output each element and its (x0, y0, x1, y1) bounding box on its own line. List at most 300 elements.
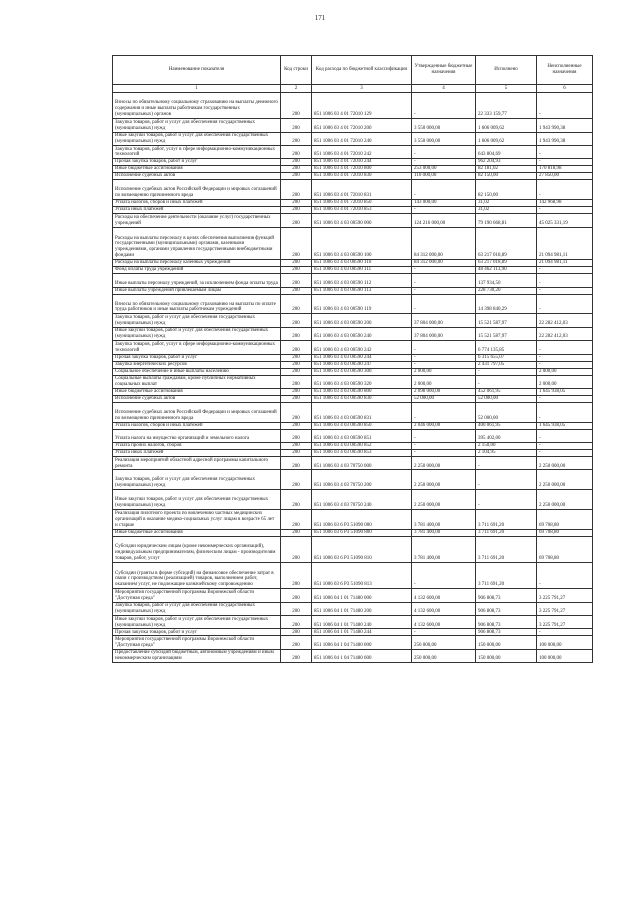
row-approved: 4 132 600,00 (412, 589, 476, 602)
table-row (113, 354, 593, 361)
row-approved: - (412, 629, 476, 636)
row-remaining: 69 708,80 (537, 510, 593, 530)
row-budget-code: 851 1006 03 4 03 00590 000 (312, 214, 412, 227)
row-executed: 82 150,00 (476, 180, 537, 200)
table-row (113, 214, 593, 227)
row-remaining: - (537, 450, 593, 457)
table-row (113, 450, 593, 457)
row-line-code: 200 (281, 429, 312, 442)
row-executed: 906 808,73 (476, 616, 537, 629)
row-executed: 15 521 587,97 (476, 314, 537, 327)
row-indicator-name: Социальное обеспечение и иные выплаты населению (113, 368, 281, 375)
row-indicator-name: Уплата налогов, сборов и иных платежей (113, 422, 281, 429)
row-remaining: 100 000,00 (537, 649, 593, 662)
row-executed: - (476, 490, 537, 510)
row-executed: 643 804,69 (476, 145, 537, 158)
row-line-code: 200 (281, 166, 312, 173)
table-row (113, 529, 593, 536)
row-executed: 15 521 587,97 (476, 327, 537, 340)
row-remaining: 2 250 000,00 (537, 470, 593, 490)
row-line-code: 200 (281, 395, 312, 402)
row-executed: 1 606 009,62 (476, 132, 537, 145)
row-remaining: 2 000,00 (537, 368, 593, 375)
row-budget-code: 851 1006 04 1 01 71480 000 (312, 589, 412, 602)
row-indicator-name: Социальные выплаты гражданам, кроме публичных нормативных социальных выплат (113, 375, 281, 388)
row-budget-code: 851 1006 03 4 03 00590 851 (312, 429, 412, 442)
row-approved: - (412, 207, 476, 214)
row-line-code: 200 (281, 207, 312, 214)
row-executed: 31,02 (476, 207, 537, 214)
row-executed: 150 000,00 (476, 636, 537, 649)
row-line-code: 200 (281, 314, 312, 327)
row-approved: - (412, 402, 476, 422)
row-executed: 2 431 797,05 (476, 361, 537, 368)
row-line-code: 200 (281, 450, 312, 457)
row-indicator-name: Иные выплаты учреждений привлекаемым лицам (113, 287, 281, 294)
table-row (113, 166, 593, 173)
row-indicator-name: Иные закупки товаров, работ и услуг для обеспечения государственных (муниципальных) нужд (113, 327, 281, 340)
row-budget-code: 851 1006 04 1 01 71480 200 (312, 602, 412, 615)
row-remaining: 2 250 000,00 (537, 457, 593, 470)
row-approved: 253 000,00 (412, 166, 476, 173)
row-remaining: - (537, 563, 593, 589)
table-row (113, 260, 593, 267)
row-indicator-name: Иные закупки товаров, работ и услуг для обеспечения государственных (муниципальных) нужд (113, 490, 281, 510)
row-indicator-name: Закупка товаров, работ, услуг в сфере информационно-коммуникационных технологий (113, 145, 281, 158)
row-remaining: - (537, 629, 593, 636)
row-approved: 2 000,00 (412, 368, 476, 375)
table-row (113, 536, 593, 562)
table-row (113, 395, 593, 402)
row-budget-code: 851 1006 03 4 03 70750 200 (312, 470, 412, 490)
row-remaining: 3 225 791,27 (537, 589, 593, 602)
budget-execution-table (112, 55, 593, 663)
row-indicator-name: Прочая закупка товаров, работ и услуг (113, 159, 281, 166)
row-remaining: - (537, 354, 593, 361)
row-executed: - (476, 457, 537, 470)
row-executed: 63 217 018,89 (476, 260, 537, 267)
row-line-code: 200 (281, 119, 312, 132)
row-approved: 37 804 000,00 (412, 314, 476, 327)
column-number: 1 (113, 85, 281, 93)
row-line-code: 200 (281, 510, 312, 530)
row-approved: 124 216 000,00 (412, 214, 476, 227)
row-approved: 84 312 000,00 (412, 260, 476, 267)
row-budget-code: 851 1006 03 6 Р3 51090 813 (312, 563, 412, 589)
row-budget-code: 851 1006 03 4 01 72010 242 (312, 145, 412, 158)
row-line-code: 200 (281, 132, 312, 145)
table-row (113, 314, 593, 327)
row-executed: 6 315 655,07 (476, 354, 537, 361)
row-indicator-name: Исполнение судебных актов Российской Федерации и мировых соглашений по возмещению причиненного вреда (113, 402, 281, 422)
row-line-code: 200 (281, 341, 312, 354)
table-row (113, 443, 593, 450)
table-row (113, 422, 593, 429)
row-approved: 3 781 400,00 (412, 536, 476, 562)
row-executed: - (476, 375, 537, 388)
row-approved: 250 000,00 (412, 636, 476, 649)
row-line-code: 200 (281, 649, 312, 662)
row-executed: 14 398 840,29 (476, 294, 537, 314)
row-line-code: 200 (281, 589, 312, 602)
row-line-code: 200 (281, 470, 312, 490)
row-line-code: 200 (281, 457, 312, 470)
row-executed: 2 104,95 (476, 450, 537, 457)
row-executed: 31,02 (476, 200, 537, 207)
header-budget-classification-code: Код расхода по бюджетной классификации (312, 56, 412, 85)
table-row (113, 274, 593, 287)
row-indicator-name: Мероприятия государственной программы Воронежской области "Доступная среда" (113, 589, 281, 602)
row-line-code: 200 (281, 214, 312, 227)
row-budget-code: 851 1006 03 6 Р3 51090 000 (312, 510, 412, 530)
table-row (113, 629, 593, 636)
row-approved: - (412, 93, 476, 119)
row-executed: 79 190 668,81 (476, 214, 537, 227)
row-budget-code: 851 1006 03 4 03 00590 247 (312, 361, 412, 368)
row-budget-code: 851 1006 03 6 Р3 51090 810 (312, 536, 412, 562)
row-budget-code: 851 1006 03 4 03 00590 200 (312, 314, 412, 327)
row-remaining: 69 708,80 (537, 529, 593, 536)
row-budget-code: 851 1006 03 4 03 00590 100 (312, 227, 412, 260)
header-executed: Исполнено (476, 56, 537, 85)
header-indicator-name: Наименование показателя (113, 56, 281, 85)
row-remaining: 1 645 938,05 (537, 422, 593, 429)
row-approved: - (412, 429, 476, 442)
table-row (113, 119, 593, 132)
row-approved: - (412, 274, 476, 287)
row-remaining: 45 025 331,19 (537, 214, 593, 227)
table-row (113, 93, 593, 119)
row-line-code: 200 (281, 354, 312, 361)
row-remaining: - (537, 341, 593, 354)
row-indicator-name: Фонд оплаты труда учреждений (113, 267, 281, 274)
row-line-code: 200 (281, 368, 312, 375)
row-executed: 52 000,00 (476, 395, 537, 402)
row-executed: - (476, 368, 537, 375)
row-indicator-name: Уплата иных платежей (113, 207, 281, 214)
row-remaining: 1 943 990,38 (537, 119, 593, 132)
row-line-code: 200 (281, 180, 312, 200)
row-remaining: - (537, 274, 593, 287)
row-budget-code: 851 1006 03 4 03 00590 119 (312, 294, 412, 314)
row-line-code: 200 (281, 260, 312, 267)
header-approved-appropriations: Утвержденные бюджетные назначения (412, 56, 476, 85)
row-remaining: 21 094 981,11 (537, 227, 593, 260)
row-approved: 2 098 000,00 (412, 388, 476, 395)
row-executed: 52 000,00 (476, 402, 537, 422)
row-line-code: 200 (281, 267, 312, 274)
row-budget-code: 851 1006 04 1 04 71480 000 (312, 636, 412, 649)
row-remaining: 3 225 791,27 (537, 616, 593, 629)
row-indicator-name: Исполнение судебных актов Российской Федерации и мировых соглашений по возмещению причиненного вреда (113, 180, 281, 200)
row-indicator-name: Иные выплаты персоналу учреждений, за исключением фонда оплаты труда (113, 274, 281, 287)
row-line-code: 200 (281, 490, 312, 510)
row-approved: 84 312 000,00 (412, 227, 476, 260)
row-indicator-name: Уплата прочих налогов, сборов (113, 443, 281, 450)
row-indicator-name: Предоставление субсидий бюджетным, автономным учреждениям и иным некоммерческим организациям (113, 649, 281, 662)
table-row (113, 145, 593, 158)
row-remaining: - (537, 159, 593, 166)
row-indicator-name: Уплата иных платежей (113, 450, 281, 457)
row-executed: 63 217 018,89 (476, 227, 537, 260)
row-executed: 3 711 691,20 (476, 510, 537, 530)
row-executed: 906 808,73 (476, 602, 537, 615)
row-line-code: 200 (281, 629, 312, 636)
row-executed: 3 711 691,20 (476, 536, 537, 562)
table-header (113, 56, 593, 93)
row-budget-code: 851 1006 03 4 03 00590 112 (312, 274, 412, 287)
table-row (113, 457, 593, 470)
row-approved: 3 781 400,00 (412, 510, 476, 530)
row-executed: 6 774 135,85 (476, 341, 537, 354)
row-executed: 22 333 159,77 (476, 93, 537, 119)
row-indicator-name: Закупка товаров, работ и услуг для обеспечения государственных (муниципальных) нужд (113, 470, 281, 490)
row-executed: 137 934,50 (476, 274, 537, 287)
row-indicator-name: Прочая закупка товаров, работ и услуг (113, 629, 281, 636)
row-remaining: - (537, 287, 593, 294)
row-budget-code: 851 1006 03 4 03 00590 800 (312, 388, 412, 395)
row-budget-code: 851 1006 03 4 01 72010 831 (312, 180, 412, 200)
row-remaining: 1 645 938,05 (537, 388, 593, 395)
row-remaining: 170 818,98 (537, 166, 593, 173)
table-row (113, 602, 593, 615)
row-approved: 2 000,00 (412, 375, 476, 388)
row-indicator-name: Расходы на обеспечение деятельности (оказание услуг) государственных учреждений (113, 214, 281, 227)
column-number: 3 (312, 85, 412, 93)
row-approved: 2 046 000,00 (412, 422, 476, 429)
table-row (113, 180, 593, 200)
row-budget-code: 851 1006 03 4 01 72010 129 (312, 93, 412, 119)
table-row (113, 200, 593, 207)
row-approved: 3 550 000,00 (412, 119, 476, 132)
row-indicator-name: Закупка товаров, работ и услуг для обеспечения государственных (муниципальных) нужд (113, 602, 281, 615)
row-budget-code: 851 1006 03 4 03 00590 853 (312, 450, 412, 457)
row-executed: 228 730,20 (476, 287, 537, 294)
row-executed: 906 808,73 (476, 589, 537, 602)
row-line-code: 200 (281, 402, 312, 422)
row-remaining: 100 000,00 (537, 636, 593, 649)
row-budget-code: 851 1006 03 4 03 00590 830 (312, 395, 412, 402)
row-line-code: 200 (281, 361, 312, 368)
row-remaining: 2 000,00 (537, 375, 593, 388)
row-approved: 37 804 000,00 (412, 327, 476, 340)
row-line-code: 200 (281, 443, 312, 450)
row-remaining: - (537, 443, 593, 450)
row-remaining: - (537, 402, 593, 422)
row-line-code: 200 (281, 388, 312, 395)
row-line-code: 200 (281, 636, 312, 649)
row-indicator-name: Реализация пилотного проекта по вовлечению частных медицинских организаций в оказание медико-социальных услуг лицам в возрасте 65 лет и старше (113, 510, 281, 530)
row-line-code: 200 (281, 536, 312, 562)
row-line-code: 200 (281, 93, 312, 119)
row-indicator-name: Прочая закупка товаров, работ и услуг (113, 354, 281, 361)
header-line-code: Код строки (281, 56, 312, 85)
row-remaining: 22 282 412,03 (537, 327, 593, 340)
table-row (113, 470, 593, 490)
row-remaining: - (537, 361, 593, 368)
row-executed: - (476, 470, 537, 490)
row-line-code: 200 (281, 602, 312, 615)
row-budget-code: 851 1006 04 1 01 71480 240 (312, 616, 412, 629)
row-indicator-name: Иные бюджетные ассигнования (113, 529, 281, 536)
row-executed: 906 808,73 (476, 629, 537, 636)
row-budget-code: 851 1006 03 4 03 00590 831 (312, 402, 412, 422)
row-indicator-name: Иные бюджетные ассигнования (113, 388, 281, 395)
row-approved: - (412, 287, 476, 294)
row-budget-code: 851 1006 03 4 01 72010 240 (312, 132, 412, 145)
row-indicator-name: Расходы на выплаты персоналу казенных учреждений (113, 260, 281, 267)
row-remaining: - (537, 429, 593, 442)
table-row (113, 173, 593, 180)
row-indicator-name: Иные бюджетные ассигнования (113, 166, 281, 173)
table-row (113, 388, 593, 395)
row-budget-code: 851 1006 03 4 03 00590 240 (312, 327, 412, 340)
page-number: 171 (314, 14, 326, 22)
row-remaining: 21 094 981,11 (537, 260, 593, 267)
row-remaining: - (537, 395, 593, 402)
row-budget-code: 851 1006 03 4 03 00590 852 (312, 443, 412, 450)
row-indicator-name: Уплата налога на имущество организаций и земельного налога (113, 429, 281, 442)
row-approved: 52 000,00 (412, 395, 476, 402)
row-approved: - (412, 294, 476, 314)
row-remaining: - (537, 207, 593, 214)
row-line-code: 200 (281, 616, 312, 629)
row-remaining: - (537, 180, 593, 200)
table-row (113, 132, 593, 145)
row-remaining: 27 850,00 (537, 173, 593, 180)
row-indicator-name: Закупка товаров, работ, услуг в сфере информационно-коммуникационных технологий (113, 341, 281, 354)
row-remaining: 142 968,98 (537, 200, 593, 207)
row-indicator-name: Мероприятия государственной программы Воронежской области "Доступная среда" (113, 636, 281, 649)
table-row (113, 402, 593, 422)
row-budget-code: 851 1006 03 6 Р3 51090 800 (312, 529, 412, 536)
row-executed: 400 061,95 (476, 422, 537, 429)
table-row (113, 490, 593, 510)
row-executed: 3 711 691,20 (476, 529, 537, 536)
row-remaining: 3 225 791,27 (537, 602, 593, 615)
row-budget-code: 851 1006 04 1 01 71480 244 (312, 629, 412, 636)
column-number: 5 (476, 85, 537, 93)
row-indicator-name: Закупка товаров, работ и услуг для обеспечения государственных (муниципальных) нужд (113, 119, 281, 132)
row-line-code: 200 (281, 422, 312, 429)
row-remaining: 22 282 412,03 (537, 314, 593, 327)
column-number: 6 (537, 85, 593, 93)
row-indicator-name: Уплата налогов, сборов и иных платежей (113, 200, 281, 207)
table-row (113, 207, 593, 214)
table-row (113, 294, 593, 314)
row-budget-code: 851 1006 03 4 01 72010 830 (312, 173, 412, 180)
row-line-code: 200 (281, 159, 312, 166)
row-remaining: - (537, 267, 593, 274)
row-indicator-name: Исполнение судебных актов (113, 173, 281, 180)
row-indicator-name: Субсидии (гранты в форме субсидий) на финансовое обеспечение затрат в связи с производством (реализацией) товаров, выполнением работ, оказанием услуг, не подлежащие казначейскому сопровождению (113, 563, 281, 589)
row-indicator-name: Реализация мероприятий областной адресной программы капитального ремонта (113, 457, 281, 470)
row-approved: 3 781 400,00 (412, 529, 476, 536)
row-approved: - (412, 450, 476, 457)
row-approved: - (412, 361, 476, 368)
row-line-code: 200 (281, 375, 312, 388)
header-unexecuted-appropriations: Неисполненные назначения (537, 56, 593, 85)
table-row (113, 616, 593, 629)
row-executed: 962 204,93 (476, 159, 537, 166)
row-indicator-name: Взносы по обязательному социальному страхованию на выплаты денежного содержания и иные выплаты работникам государственных (муниципальных) органов (113, 93, 281, 119)
row-line-code: 200 (281, 173, 312, 180)
row-remaining: - (537, 145, 593, 158)
table-row (113, 429, 593, 442)
table-row (113, 510, 593, 530)
row-remaining: 2 250 000,00 (537, 490, 593, 510)
row-budget-code: 851 1006 03 4 01 72010 850 (312, 200, 412, 207)
row-indicator-name: Исполнение судебных актов (113, 395, 281, 402)
row-approved: 4 132 600,00 (412, 602, 476, 615)
row-executed: 395 402,00 (476, 429, 537, 442)
row-budget-code: 851 1006 03 4 01 72010 853 (312, 207, 412, 214)
table-row (113, 361, 593, 368)
row-budget-code: 851 1006 03 4 03 00590 111 (312, 267, 412, 274)
table-row (113, 375, 593, 388)
row-line-code: 200 (281, 529, 312, 536)
row-budget-code: 851 1006 03 4 03 00590 244 (312, 354, 412, 361)
row-budget-code: 851 1006 03 4 03 00590 300 (312, 368, 412, 375)
row-remaining: - (537, 294, 593, 314)
row-budget-code: 851 1006 03 4 01 72010 800 (312, 166, 412, 173)
row-approved: - (412, 267, 476, 274)
row-approved: 2 250 000,00 (412, 490, 476, 510)
row-approved: 250 000,00 (412, 649, 476, 662)
row-approved: 2 250 000,00 (412, 470, 476, 490)
table-row (113, 589, 593, 602)
row-approved: 3 550 000,00 (412, 132, 476, 145)
row-budget-code: 851 1006 03 4 03 00590 110 (312, 260, 412, 267)
table-row (113, 368, 593, 375)
row-remaining: - (537, 93, 593, 119)
row-executed: 1 606 009,62 (476, 119, 537, 132)
table-row (113, 636, 593, 649)
row-indicator-name: Иные закупки товаров, работ и услуг для обеспечения государственных (муниципальных) нужд (113, 132, 281, 145)
row-budget-code: 851 1006 03 4 03 70750 240 (312, 490, 412, 510)
row-budget-code: 851 1006 04 1 04 71480 600 (312, 649, 412, 662)
row-line-code: 200 (281, 200, 312, 207)
row-budget-code: 851 1006 03 4 03 00590 850 (312, 422, 412, 429)
row-remaining: 1 943 990,38 (537, 132, 593, 145)
table-row (113, 327, 593, 340)
row-line-code: 200 (281, 145, 312, 158)
row-line-code: 200 (281, 287, 312, 294)
row-budget-code: 851 1006 03 4 03 00590 242 (312, 341, 412, 354)
row-budget-code: 851 1006 03 4 01 72010 200 (312, 119, 412, 132)
row-indicator-name: Закупка товаров, работ и услуг для обеспечения государственных (муниципальных) нужд (113, 314, 281, 327)
row-indicator-name: Закупка энергетических ресурсов (113, 361, 281, 368)
row-line-code: 200 (281, 274, 312, 287)
row-approved: - (412, 563, 476, 589)
row-indicator-name: Иные закупки товаров, работ и услуг для обеспечения государственных (муниципальных) нужд (113, 616, 281, 629)
row-line-code: 200 (281, 327, 312, 340)
row-indicator-name: Расходы на выплаты персоналу в целях обеспечения выполнения функций государственными (муниципальными) органами, казенными учреждениями, органами управления государственными внебюджетными фондами (113, 227, 281, 260)
row-executed: 48 462 113,90 (476, 267, 537, 274)
table-row (113, 227, 593, 260)
row-approved: - (412, 341, 476, 354)
row-executed: 82 181,02 (476, 166, 537, 173)
row-approved: - (412, 180, 476, 200)
row-line-code: 200 (281, 563, 312, 589)
row-approved: - (412, 145, 476, 158)
column-number: 2 (281, 85, 312, 93)
table-row (113, 267, 593, 274)
table-row (113, 287, 593, 294)
row-indicator-name: Взносы по обязательному социальному страхованию на выплаты по оплате труда работников и иные выплаты работникам учреждений (113, 294, 281, 314)
column-number: 4 (412, 85, 476, 93)
table-body (113, 93, 593, 663)
